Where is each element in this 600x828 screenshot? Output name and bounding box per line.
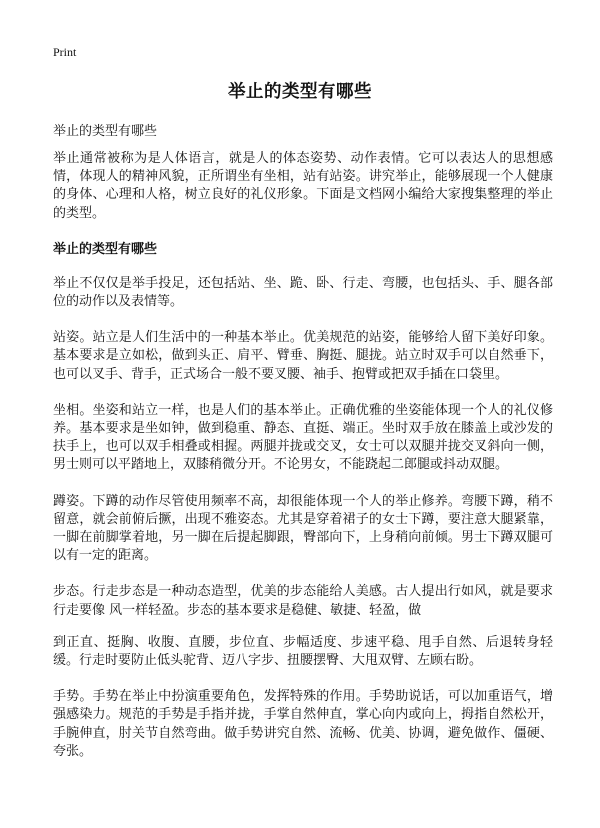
paragraph-walking-part2: 到正直、挺胸、收腹、直腰，步位直、步幅适度、步速平稳、甩手自然、后退转身轻缓。行走时要防止低头驼背、迈八字步、扭腰摆臀、大甩双臂、左顾右盼。 bbox=[53, 634, 553, 669]
paragraph-squatting: 蹲姿。下蹲的动作尽管使用频率不高，却很能体现一个人的举止修养。弯腰下蹲，稍不留意，就会前俯后撅，出现不雅姿态。尤其是穿着裙子的女士下蹲，要注意大腿紧靠，一脚在前脚掌着地，另一脚在后提起脚跟，臀部向下，上身稍向前倾。男士下蹲双腿可以有一定的距离。 bbox=[53, 493, 553, 564]
section-heading: 举止的类型有哪些 bbox=[53, 241, 158, 257]
paragraph-overview: 举止不仅仅是举手投足，还包括站、坐、跪、卧、行走、弯腰，也包括头、手、腿各部位的动作以及表情等。 bbox=[53, 275, 553, 310]
article-body bbox=[53, 150, 553, 779]
intro-paragraph: 举止通常被称为是人体语言，就是人的体态姿势、动作表情。它可以表达人的思想感情，体现人的精神风貌，正所谓坐有坐相，站有站姿。讲究举止，能够展现一个人健康的身体、心理和人格，树立良好的礼仪形象。下面是文档网小编给大家搜集整理的举止的类型。 bbox=[53, 151, 553, 221]
paragraph-gestures: 手势。手势在举止中扮演重要角色，发挥特殊的作用。手势助说话，可以加重语气，增强感染力。规范的手势是手指并拢，手掌自然伸直，掌心向内或向上，拇指自然松开，手腕伸直，肘关节自然弯曲。做手势讲究自然、流畅、优美、协调，避免做作、僵硬、夸张。 bbox=[53, 689, 553, 759]
paragraph-sitting: 坐相。坐姿和站立一样，也是人们的基本举止。正确优雅的坐姿能体现一个人的礼仪修养。基本要求是坐如钟，做到稳重、静态、直挺、端正。坐时双手放在膝盖上或沙发的扶手上，也可以双手相叠或相握。两腿并拢或交叉，女士可以双腿并拢交叉斜向一侧，男士则可以平踏地上，双膝稍微分开。不论男女，不能跷起二郎腿或抖动双腿。 bbox=[53, 402, 553, 473]
paragraph-standing: 站姿。站立是人们生活中的一种基本举止。优美规范的站姿，能够给人留下美好印象。基本要求是立如松，做到头正、肩平、臂垂、胸挺、腿拢。站立时双手可以自然垂下，也可以叉手、背手，正式场合一般不要叉腰、袖手、抱臂或把双手插在口袋里。 bbox=[53, 330, 553, 382]
paragraph-walking-part1: 步态。行走步态是一种动态造型，优美的步态能给人美感。古人提出行如风，就是要求行走要像 风一样轻盈。步态的基本要求是稳健、敏捷、轻盈，做 bbox=[53, 584, 553, 618]
print-link[interactable]: Print bbox=[53, 45, 77, 59]
document-subtitle: 举止的类型有哪些 bbox=[53, 124, 158, 139]
page-title: 举止的类型有哪些 bbox=[228, 82, 372, 102]
